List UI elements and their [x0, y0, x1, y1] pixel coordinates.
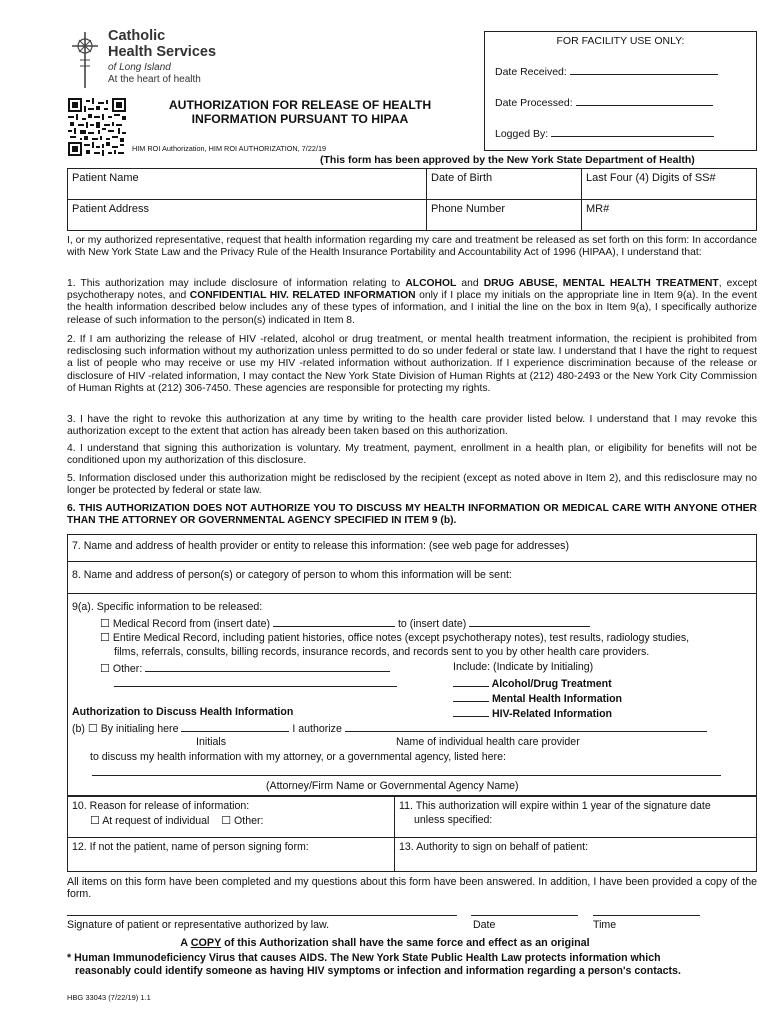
copy-note-copy: COPY: [190, 937, 222, 949]
checkbox-medical-record[interactable]: ☐: [100, 618, 110, 630]
logged-by-field[interactable]: [551, 126, 714, 137]
item-1-hiv: CONFIDENTIAL HIV. RELATED INFORMATION: [189, 290, 416, 302]
reason-other-label: Other:: [234, 815, 264, 827]
medical-record-row: [100, 616, 590, 630]
alcohol-label: Alcohol/Drug Treatment: [491, 678, 612, 690]
date-field[interactable]: [471, 915, 578, 916]
alcohol-initial-field[interactable]: [453, 676, 489, 687]
item-7-field[interactable]: 7. Name and address of health provider or entity to release this information: (see web page for addresses): [72, 540, 569, 552]
patient-address-field[interactable]: [68, 200, 427, 231]
entire-record-label: Entire Medical Record, including patient histories, office notes (except psychotherapy notes), test results, radiology studies,: [112, 632, 690, 644]
patient-name-label: Patient Name: [72, 172, 139, 184]
provider-name-field[interactable]: [345, 721, 707, 732]
item-3: 3. I have the right to revoke this authorization at any time by writing to the health care provider listed below. I understand that I may revoke this authorization except to the extent that action has already been taken based on this authorization.: [67, 414, 757, 438]
auth-discuss-heading: Authorization to Discuss Health Information: [72, 706, 294, 718]
date-received-field[interactable]: [570, 64, 718, 75]
ssn-field[interactable]: [582, 169, 757, 200]
mental-label: Mental Health Information: [491, 693, 623, 705]
alcohol-row: [453, 676, 612, 690]
item-10-cell: [68, 797, 395, 838]
form-title-line1: AUTHORIZATION FOR RELEASE OF HEALTH: [168, 98, 432, 112]
item-2: 2. If I am authorizing the release of HIV -related, alcohol or drug treatment, or mental health treatment information, the recipient is prohibited from redisclosing such information without my authorization unless permitted to do so under federal or state law. I understand that I have the right to request a list of people who may receive or use my HIV -related information without authorization. If I experience discrimination because of the release or disclosure of HIV -related information, I may contact the New York State Division of Human Rights at (212) 480-2493 or the New York City Commission of Human Rights at (212) 306-7450. These agencies are responsible for protecting my rights.: [67, 334, 757, 394]
initialing-label: By initialing here: [100, 723, 179, 735]
signature-label: Signature of patient or representative authorized by law.: [67, 919, 330, 931]
footer-code: HBG 33043 (7/22/19) 1.1: [67, 993, 151, 1002]
item-1-text-a: 1. This authorization may include disclosure of information relating to: [67, 278, 406, 289]
item-6: 6. THIS AUTHORIZATION DOES NOT AUTHORIZE YOU TO DISCUSS MY HEALTH INFORMATION OR MEDICAL CARE WITH ANYONE OTHER THAN THE ATTORNEY OR GOVERNMENTAL AGENCY SPECIFIED IN ITEM 9 (b).: [67, 503, 757, 527]
phone-label: Phone Number: [431, 203, 505, 215]
copy-note-c: of this Authorization shall have the same force and effect as an original: [221, 937, 590, 949]
date-received-label: Date Received:: [495, 66, 567, 78]
mental-row: [453, 691, 622, 705]
med-from-label: Medical Record from (insert date): [112, 618, 271, 630]
approval-note: (This form has been approved by the New York State Department of Health): [320, 154, 695, 166]
checkbox-entire-record[interactable]: ☐: [100, 632, 110, 644]
item-12-cell[interactable]: [68, 838, 395, 872]
hiv-note-line2: reasonably could identify someone as having HIV symptoms or infection and information regarding a person's contacts.: [75, 964, 681, 977]
other-label: Other:: [112, 663, 143, 675]
qr-code-icon: [68, 98, 126, 156]
hiv-footnote: [67, 952, 681, 977]
item-12-label: 12. If not the patient, name of person signing form:: [72, 841, 309, 853]
item-5: 5. Information disclosed under this authorization might be redisclosed by the recipient (except as noted above in Item 2), and this redisclosure may no longer be protected by federal or state law.: [67, 473, 757, 497]
facility-title: FOR FACILITY USE ONLY:: [556, 35, 685, 47]
item-1: [67, 278, 757, 327]
discuss-text: to discuss my health information with my attorney, or a governmental agency, listed here:: [90, 751, 506, 763]
item-9b-row: [72, 721, 707, 735]
med-to-date-field[interactable]: [469, 616, 590, 627]
logo-location: of Long Island: [108, 62, 171, 73]
date-received-row: [495, 64, 718, 78]
logo-name: [108, 28, 216, 60]
item-1-text-g: only if I place my initials on the appropriate line in Item 9(a). In the event the health information described below includes any of these types of information, and I initial the line on the box in Item 9(a), I specifically authorize release of such information to the person(s) indicated in Item 8.: [67, 290, 757, 326]
divider: [67, 593, 757, 594]
logged-by-label: Logged By:: [495, 128, 549, 140]
facility-use-box: [484, 31, 757, 151]
logged-by-row: [495, 126, 714, 140]
entire-record-line2: films, referrals, consults, billing records, insurance records, and records sent to you by other health care providers.: [114, 646, 650, 658]
time-label: Time: [593, 919, 617, 931]
entire-record-row: [100, 631, 689, 644]
time-field[interactable]: [593, 915, 700, 916]
form-title-line2: INFORMATION PURSUANT TO HIPAA: [191, 112, 409, 126]
divider: [67, 561, 757, 562]
med-to-label: to (insert date): [397, 618, 467, 630]
hiv-label: HIV-Related Information: [491, 708, 613, 720]
completed-statement: All items on this form have been completed and my questions about this form have been answered. In addition, I have been provided a copy of the form.: [67, 876, 757, 901]
other-field[interactable]: [145, 661, 390, 672]
cross-logo-icon: [68, 30, 102, 90]
item-9a-heading: 9(a). Specific information to be released:: [72, 601, 263, 613]
date-label: Date: [473, 919, 496, 931]
phone-field[interactable]: [427, 200, 582, 231]
checkbox-at-request[interactable]: ☐: [90, 815, 100, 827]
item-4: 4. I understand that signing this authorization is voluntary. My treatment, payment, enrollment in a health plan, or eligibility for benefits will not be conditioned upon my authorization of this disclosure.: [67, 443, 757, 467]
other-field-line2[interactable]: [114, 686, 397, 687]
hiv-row: [453, 706, 612, 720]
date-processed-field[interactable]: [576, 95, 713, 106]
patient-address-label: Patient Address: [72, 203, 150, 215]
logo-line2: Health Services: [108, 44, 217, 60]
item-1-text-e: , except psychotherapy notes, and: [67, 278, 758, 302]
item-1-drug-mental: DRUG ABUSE, MENTAL HEALTH TREATMENT: [483, 278, 719, 289]
hiv-note-line1: * Human Immunodeficiency Virus that causes AIDS. The New York State Public Health Law protects information which: [67, 952, 661, 964]
item-9b-prefix: (b): [72, 723, 85, 735]
at-request-label: At request of individual: [102, 815, 210, 827]
items-10-13-grid: [67, 796, 757, 872]
copy-note: [0, 937, 770, 949]
initials-field[interactable]: [181, 721, 289, 732]
attorney-field[interactable]: [92, 775, 721, 776]
date-processed-row: [495, 95, 713, 109]
item-11-line2: unless specified:: [414, 814, 493, 826]
include-label: Include: (Indicate by Initialing): [453, 661, 594, 673]
intro-paragraph: I, or my authorized representative, request that health information regarding my care and treatment be released as set forth on this form: In accordance with New York State Law and the Privacy Rule of the Health Insurance Portability and Accountability Act of 1996 (HIPAA), I understand that:: [67, 235, 757, 259]
checkbox-9b[interactable]: ☐: [87, 723, 98, 735]
ssn-label: Last Four (4) Digits of SS#: [586, 172, 716, 184]
copy-note-a: A: [180, 937, 191, 949]
item-11-line1: 11. This authorization will expire within 1 year of the signature date: [399, 800, 711, 812]
form-title: [140, 98, 460, 126]
dob-field[interactable]: [427, 169, 582, 200]
logo-line1: Catholic: [108, 28, 166, 44]
mr-field[interactable]: [582, 200, 757, 231]
item-8-field[interactable]: 8. Name and address of person(s) or category of person to whom this information will be sent:: [72, 569, 512, 581]
attorney-caption: (Attorney/Firm Name or Governmental Agency Name): [266, 780, 519, 792]
item-10-label: 10. Reason for release of information:: [72, 800, 250, 812]
provider-name-caption: Name of individual health care provider: [396, 736, 580, 748]
form-code: HIM ROI Authorization, HIM ROI AUTHORIZATION, 7/22/19: [132, 144, 327, 153]
patient-name-field[interactable]: [68, 169, 427, 200]
authorize-label: I authorize: [292, 723, 342, 735]
signature-field[interactable]: [67, 915, 457, 916]
mr-label: MR#: [586, 203, 610, 215]
item-11-cell[interactable]: [395, 797, 757, 838]
hiv-initial-field[interactable]: [453, 706, 489, 717]
initials-caption: Initials: [196, 736, 227, 748]
date-processed-label: Date Processed:: [495, 97, 573, 109]
item-13-cell[interactable]: [395, 838, 757, 872]
dob-label: Date of Birth: [431, 172, 493, 184]
item-1-text-c: and: [456, 278, 484, 289]
patient-info-grid: [67, 168, 757, 231]
checkbox-reason-other[interactable]: ☐: [221, 815, 232, 827]
mental-initial-field[interactable]: [453, 691, 489, 702]
logo-tagline: At the heart of health: [108, 74, 201, 85]
checkbox-other[interactable]: ☐: [100, 663, 110, 675]
item-1-alcohol: ALCOHOL: [405, 278, 457, 289]
other-row: [100, 661, 390, 675]
item-13-label: 13. Authority to sign on behalf of patient:: [399, 841, 589, 853]
med-from-date-field[interactable]: [273, 616, 395, 627]
